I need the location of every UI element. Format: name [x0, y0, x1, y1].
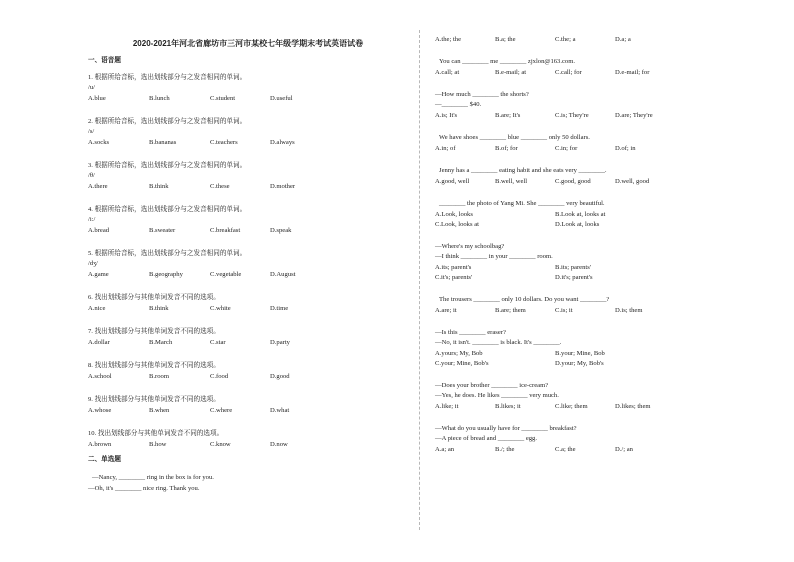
answer-option: A.like; it	[435, 403, 459, 410]
question-line: We have shoes ________ blue ________ only 50 dollars.	[439, 134, 590, 141]
phonetic-symbol: /s/	[88, 128, 95, 135]
answer-option: B.how	[149, 441, 167, 448]
answer-options	[435, 211, 765, 229]
answer-option: A.the; the	[435, 36, 462, 43]
answer-option: A.a; an	[435, 446, 455, 453]
phonetic-symbol: /dʒ/	[88, 260, 98, 267]
question-item	[88, 206, 408, 235]
answer-options	[435, 446, 765, 454]
question-line: —A piece of bread and ________ egg.	[435, 435, 537, 442]
answer-option: B.when	[149, 407, 170, 414]
answer-option: A.school	[88, 373, 112, 380]
answer-option: D.it's; parent's	[555, 274, 593, 281]
answer-options	[88, 183, 408, 191]
answer-option: D.e-mail; for	[615, 69, 650, 76]
answer-options	[435, 36, 765, 44]
answer-option: D.useful	[270, 95, 293, 102]
answer-option: C.a; the	[555, 446, 576, 453]
question-text: 6. 找出划线部分与其他单词发音不同的选项。	[88, 294, 220, 301]
choice-question	[435, 91, 765, 120]
answer-option: A.yours; My, Bob	[435, 350, 483, 357]
left-tail-line-1: —Nancy, ________ ring in the box is for you.	[92, 474, 214, 481]
answer-options	[435, 112, 765, 120]
question-text: 1. 根据所给音标，选出划线部分与之发音相同的单词。	[88, 74, 247, 81]
answer-option: B.likes; it	[495, 403, 521, 410]
question-item	[88, 294, 408, 313]
question-line: ________ the photo of Yang Mi. She ________ very beautiful.	[439, 200, 605, 207]
question-item	[88, 74, 408, 103]
question-line: —________ $40.	[435, 101, 482, 108]
answer-option: D.is; them	[615, 307, 643, 314]
answer-option: C.Look, looks at	[435, 221, 479, 228]
question-item	[88, 430, 408, 449]
answer-options	[435, 264, 765, 282]
answer-options	[435, 69, 765, 77]
answer-option: C.good, good	[555, 178, 591, 185]
answer-options	[435, 145, 765, 153]
answer-option: A.its; parent's	[435, 264, 472, 271]
choice-question	[435, 58, 765, 77]
answer-option: D.August	[270, 271, 296, 278]
answer-option: D.mother	[270, 183, 296, 190]
question-item	[88, 328, 408, 347]
answer-option: C.call; for	[555, 69, 582, 76]
answer-options	[88, 271, 408, 279]
answer-options	[435, 350, 765, 368]
answer-option: A.whose	[88, 407, 112, 414]
answer-options	[435, 178, 765, 186]
answer-option: A.blue	[88, 95, 106, 102]
answer-option: A.there	[88, 183, 108, 190]
question-text: 5. 根据所给音标，选出划线部分与之发音相同的单词。	[88, 250, 247, 257]
left-column	[88, 40, 408, 493]
question-line: The trousers ________ only 10 dollars. Do you want ________?	[439, 296, 610, 303]
choice-question	[435, 200, 765, 229]
answer-option: A.brown	[88, 441, 112, 448]
exam-title: 2020-2021年河北省廊坊市三河市某校七年级学期末考试英语试卷	[132, 39, 364, 48]
question-text: 9. 找出划线部分与其他单词发音不同的选项。	[88, 396, 220, 403]
answer-option: A.game	[88, 271, 109, 278]
answer-option: C.these	[210, 183, 230, 190]
answer-option: D.likes; them	[615, 403, 651, 410]
answer-options	[88, 95, 408, 103]
answer-option: B.room	[149, 373, 169, 380]
answer-option: D.of; in	[615, 145, 636, 152]
answer-option: B.March	[149, 339, 173, 346]
answer-option: D./; an	[615, 446, 633, 453]
right-column	[435, 36, 765, 468]
choice-question	[435, 243, 765, 282]
question-line: You can ________ me ________ zjxlon@163.com.	[439, 58, 575, 65]
answer-option: D.are; They're	[615, 112, 653, 119]
answer-option: C.star	[210, 339, 226, 346]
answer-option: C.know	[210, 441, 231, 448]
question-line: —Is this ________ eraser?	[435, 329, 506, 336]
answer-option: B.lunch	[149, 95, 170, 102]
question-item	[88, 118, 408, 147]
answer-option: D.now	[270, 441, 288, 448]
phonetic-symbol: /u/	[88, 84, 95, 91]
question-item	[88, 362, 408, 381]
question-text: 3. 根据所给音标，选出划线部分与之发音相同的单词。	[88, 162, 247, 169]
question-line: —Yes, he does. He likes ________ very much.	[435, 392, 559, 399]
answer-option: B.of; for	[495, 145, 518, 152]
answer-options	[435, 403, 765, 411]
answer-option: D.good	[270, 373, 290, 380]
question-text: 2. 根据所给音标，选出划线部分与之发音相同的单词。	[88, 118, 247, 125]
answer-option: D.what	[270, 407, 290, 414]
answer-option: C.vegetable	[210, 271, 242, 278]
answer-option: C.where	[210, 407, 233, 414]
choice-question	[435, 134, 765, 153]
answer-option: D.your; My, Bob's	[555, 360, 604, 367]
answer-option: C.student	[210, 95, 236, 102]
question-text: 4. 根据所给音标，选出划线部分与之发音相同的单词。	[88, 206, 247, 213]
answer-option: B.are; It's	[495, 112, 521, 119]
choice-question	[435, 382, 765, 411]
answer-option: D.time	[270, 305, 289, 312]
phonetic-symbol: /i:/	[88, 216, 96, 223]
question-item	[88, 396, 408, 415]
answer-option: D.Look at, looks	[555, 221, 600, 228]
single-choice-questions	[435, 36, 765, 454]
question-text: 7. 找出划线部分与其他单词发音不同的选项。	[88, 328, 220, 335]
answer-option: C.food	[210, 373, 229, 380]
answer-option: A.good, well	[435, 178, 470, 185]
answer-option: B.a; the	[495, 36, 516, 43]
question-line: —Where's my schoolbag?	[435, 243, 505, 250]
answer-option: B.its; parents'	[555, 264, 591, 271]
answer-option: B.bananas	[149, 139, 177, 146]
answer-option: D.party	[270, 339, 290, 346]
answer-option: A.are; it	[435, 307, 457, 314]
choice-question	[435, 296, 765, 315]
answer-option: B.geography	[149, 271, 183, 278]
answer-option: D.speak	[270, 227, 292, 234]
question-line: Jenny has a ________ eating habit and she eats very ________.	[439, 167, 607, 174]
left-tail-line-2: —Oh, it's ________ nice ring. Thank you.	[88, 485, 200, 492]
answer-option: B.are; them	[495, 307, 526, 314]
answer-options	[88, 139, 408, 147]
answer-option: C.the; a	[555, 36, 576, 43]
answer-option: B.e-mail; at	[495, 69, 527, 76]
answer-option: A.call; at	[435, 69, 460, 76]
question-item	[88, 250, 408, 279]
choice-question	[435, 425, 765, 454]
phonetics-questions	[88, 74, 408, 449]
answer-option: B.Look at, looks at	[555, 211, 606, 218]
question-line: —Does your brother ________ ice-cream?	[435, 382, 549, 389]
answer-option: A.Look, looks	[435, 211, 473, 218]
choice-question	[435, 167, 765, 186]
answer-option: B.sweater	[149, 227, 176, 234]
question-line: —No, it isn't. ________ is black. It's ________.	[435, 339, 562, 346]
answer-options	[88, 339, 408, 347]
answer-option: C.teachers	[210, 139, 238, 146]
answer-options	[88, 441, 408, 449]
answer-option: B.think	[149, 183, 169, 190]
section-phonetics-heading: 一、语音题	[88, 57, 121, 64]
question-line: —How much ________ the shorts?	[435, 91, 529, 98]
answer-option: C.is; They're	[555, 112, 589, 119]
answer-option: C.in; for	[555, 145, 578, 152]
question-text: 8. 找出划线部分与其他单词发音不同的选项。	[88, 362, 220, 369]
answer-option: B.think	[149, 305, 169, 312]
question-line: —I think ________ in your ________ room.	[435, 253, 553, 260]
answer-option: B.your; Mine, Bob	[555, 350, 605, 357]
answer-options	[435, 307, 765, 315]
answer-option: A.dollar	[88, 339, 110, 346]
answer-option: A.is; It's	[435, 112, 458, 119]
answer-option: A.nice	[88, 305, 106, 312]
answer-options	[88, 407, 408, 415]
choice-question	[435, 36, 765, 44]
phonetic-symbol: /θ/	[88, 172, 95, 179]
answer-option: C.it's; parents'	[435, 274, 473, 281]
answer-option: B.well, well	[495, 178, 528, 185]
answer-option: C.white	[210, 305, 231, 312]
answer-option: D.well, good	[615, 178, 650, 185]
answer-option: C.is; it	[555, 307, 573, 314]
choice-question	[435, 329, 765, 368]
question-item	[88, 162, 408, 191]
answer-option: C.breakfast	[210, 227, 241, 234]
answer-options	[88, 227, 408, 235]
question-line: —What do you usually have for ________ breakfast?	[435, 425, 577, 432]
answer-option: A.socks	[88, 139, 110, 146]
answer-options	[88, 373, 408, 381]
answer-option: C.your; Mine, Bob's	[435, 360, 489, 367]
answer-option: A.bread	[88, 227, 110, 234]
section-single-choice-heading: 二、单选题	[88, 456, 121, 463]
answer-option: A.in; of	[435, 145, 456, 152]
answer-option: D.a; a	[615, 36, 631, 43]
answer-option: C.like; them	[555, 403, 588, 410]
answer-options	[88, 305, 408, 313]
answer-option: D.always	[270, 139, 295, 146]
question-text: 10. 找出划线部分与其他单词发音不同的选项。	[88, 430, 224, 437]
answer-option: B./; the	[495, 446, 515, 453]
column-divider	[419, 30, 420, 530]
